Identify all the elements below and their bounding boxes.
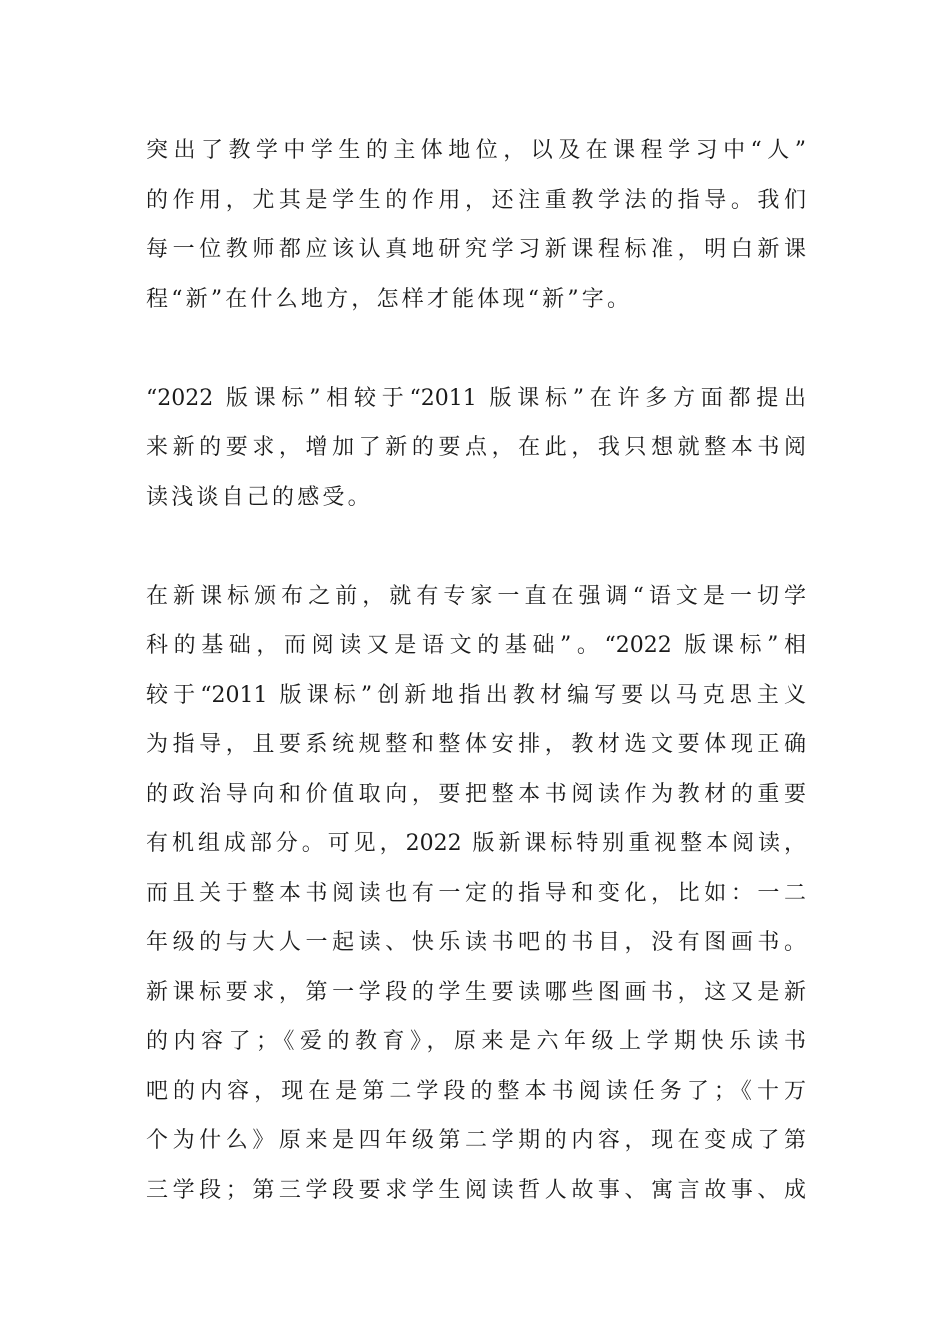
text-line: 的内容了；《爱的教育》，原来是六年级上学期快乐读书	[146, 1029, 806, 1054]
text-line: 的政治导向和价值取向，要把整本书阅读作为教材的重要	[146, 781, 806, 807]
text-line: 每一位教师都应该认真地研究学习新课程标准，明白新课	[146, 237, 806, 262]
text-line: 三学段；第三学段要求学生阅读哲人故事、寓言故事、成	[146, 1177, 806, 1203]
text-line: 为指导，且要系统规整和整体安排，教材选文要体现正确	[146, 732, 806, 757]
paragraph-3	[146, 572, 806, 1265]
text-line: 读浅谈自己的感受。	[146, 484, 373, 510]
text-line: 科的基础，而阅读又是语文的基础”。“2022 版课标”相	[146, 633, 806, 658]
text-line: 而且关于整本书阅读也有一定的指导和变化，比如：一二	[146, 880, 806, 906]
paragraph-spacer	[146, 522, 806, 572]
paragraph-2	[146, 374, 806, 523]
text-line: 有机组成部分。可见，2022 版新课标特别重视整本阅读，	[146, 831, 806, 856]
text-line: 在新课标颁布之前，就有专家一直在强调“语文是一切学	[146, 583, 806, 609]
text-line: 突出了教学中学生的主体地位，以及在课程学习中“人”	[146, 138, 806, 163]
text-line: “2022 版课标”相较于“2011 版课标”在许多方面都提出	[146, 385, 806, 411]
paragraph-1	[146, 126, 806, 324]
text-line: 个为什么》原来是四年级第二学期的内容，现在变成了第	[146, 1128, 806, 1153]
text-line: 来新的要求，增加了新的要点，在此，我只想就整本书阅	[146, 435, 806, 460]
text-line: 较于“2011 版课标”创新地指出教材编写要以马克思主义	[146, 682, 806, 708]
text-line: 程“新”在什么地方，怎样才能体现“新”字。	[146, 286, 633, 312]
text-line: 的作用，尤其是学生的作用，还注重教学法的指导。我们	[146, 187, 806, 213]
text-line: 吧的内容，现在是第二学段的整本书阅读任务了；《十万	[146, 1078, 806, 1104]
document-body	[146, 126, 806, 1265]
text-line	[146, 1215, 806, 1265]
paragraph-spacer	[146, 324, 806, 374]
text-line: 新课标要求，第一学段的学生要读哪些图画书，这又是新	[146, 979, 806, 1005]
text-line: 年级的与大人一起读、快乐读书吧的书目，没有图画书。	[146, 930, 806, 955]
